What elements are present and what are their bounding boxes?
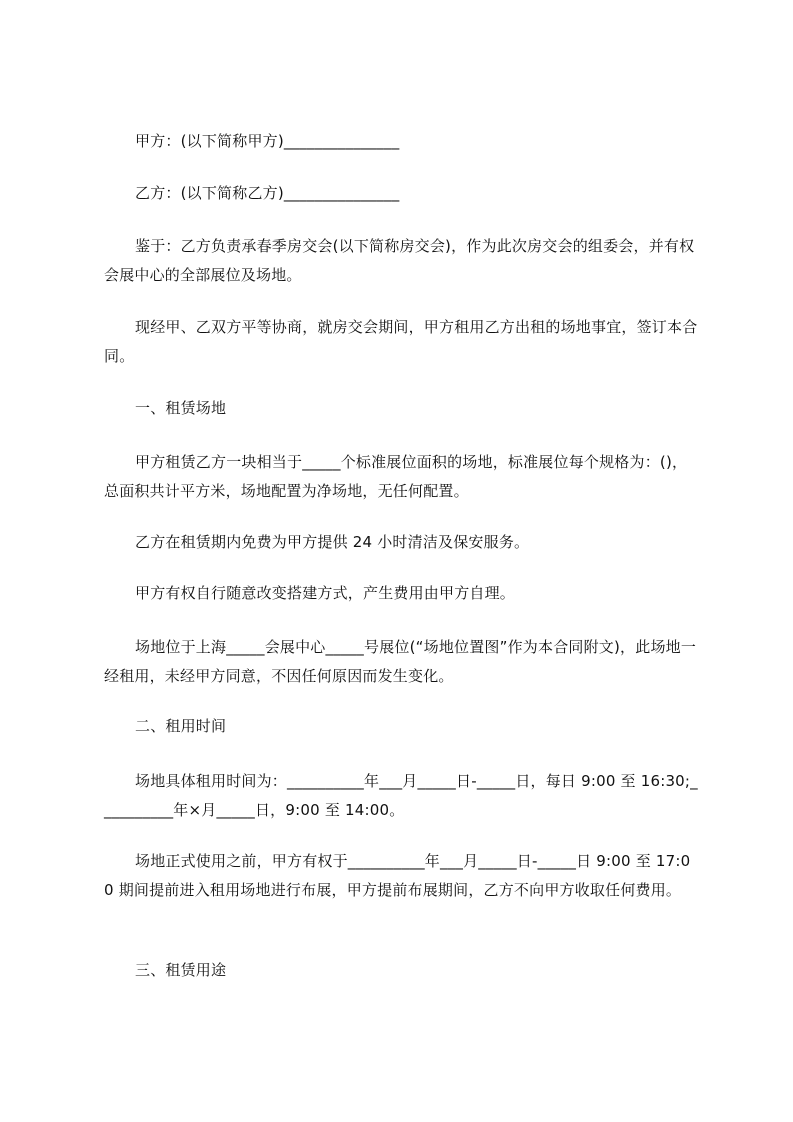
section2-paragraph-1: 场地具体租用时间为：__________年___月_____日-_____日，每日 9:00 至 16:30;__________年×月_____日，9:00 至 14:00。 [104, 772, 698, 819]
section-heading-3: 三、租赁用途 [135, 961, 227, 979]
whereas-paragraph: 鉴于：乙方负责承春季房交会(以下简称房交会)，作为此次房交会的组委会，并有权会展中心的全部展位及场地。 [104, 237, 695, 284]
section1-paragraph-3: 甲方有权自行随意改变搭建方式，产生费用由甲方自理。 [135, 584, 516, 602]
section1-paragraph-4: 场地位于上海_____会展中心_____号展位(“场地位置图”作为本合同附文)，此场地一经租用，未经甲方同意，不因任何原因而发生变化。 [104, 638, 697, 685]
section-heading-2: 二、租用时间 [135, 717, 227, 735]
party-a-line: 甲方：(以下简称甲方)_______________ [135, 132, 400, 150]
section-heading-1: 一、租赁场地 [135, 399, 227, 417]
section1-paragraph-1: 甲方租赁乙方一块相当于_____个标准展位面积的场地，标准展位每个规格为：()，总面积共计平方米，场地配置为净场地，无任何配置。 [104, 453, 688, 500]
intro-paragraph: 现经甲、乙双方平等协商，就房交会期间，甲方租用乙方出租的场地事宜，签订本合同。 [104, 318, 698, 365]
section2-paragraph-2: 场地正式使用之前，甲方有权于__________年___月_____日-_____日 9:00 至 17:00 期间提前进入租用场地进行布展，甲方提前布展期间，乙方不向甲方收取任何费用。 [104, 852, 691, 899]
party-b-line: 乙方：(以下简称乙方)_______________ [135, 184, 400, 202]
section1-paragraph-2: 乙方在租赁期内免费为甲方提供 24 小时清洁及保安服务。 [135, 533, 530, 551]
